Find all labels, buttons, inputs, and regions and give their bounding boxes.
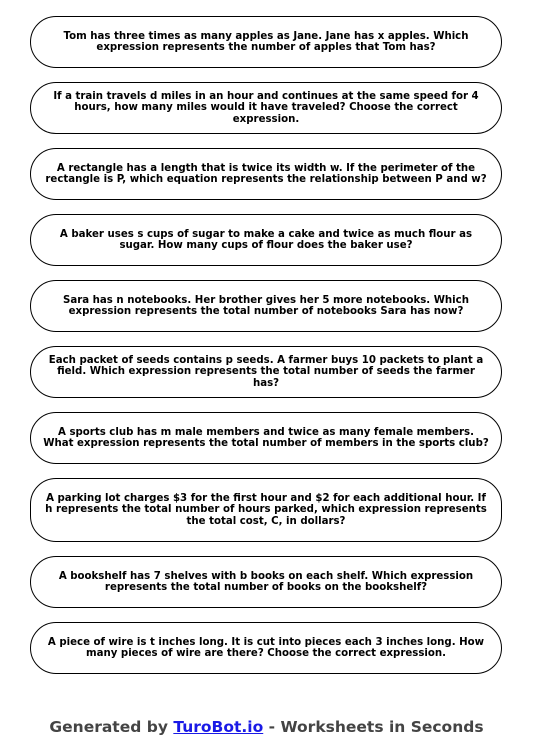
question-box-5 bbox=[30, 280, 502, 332]
question-text: A parking lot charges $3 for the first hour and $2 for each additional hour. If h represents the total number of hours parked, which expression represents the total cost, C, in dollars? bbox=[45, 492, 487, 527]
footer bbox=[0, 718, 533, 736]
question-box-6 bbox=[30, 346, 502, 398]
question-box-7 bbox=[30, 412, 502, 464]
question-text: A bookshelf has 7 shelves with b books on each shelf. Which expression represents the total number of books on the bookshelf? bbox=[58, 570, 474, 593]
question-box-3 bbox=[30, 148, 502, 200]
footer-prefix: Generated by bbox=[49, 718, 168, 736]
question-box-1 bbox=[30, 16, 502, 68]
question-text: A baker uses s cups of sugar to make a cake and twice as much flour as sugar. How many cups of flour does the baker use? bbox=[59, 228, 473, 251]
question-text: A sports club has m male members and twice as many female members. What expression represents the total number of members in the sports club? bbox=[43, 426, 489, 449]
question-box-8 bbox=[30, 478, 502, 542]
turobot-link[interactable]: TuroBot.io bbox=[173, 718, 264, 736]
question-box-9 bbox=[30, 556, 502, 608]
question-text: Tom has three times as many apples as Jane. Jane has x apples. Which expression represents the number of apples that Tom has? bbox=[63, 30, 469, 53]
question-text: If a train travels d miles in an hour and continues at the same speed for 4 hours, how many miles would it have traveled? Choose the correct expression. bbox=[53, 90, 479, 125]
question-text: A rectangle has a length that is twice its width w. If the perimeter of the rectangle is P, which equation represents the relationship between P and w? bbox=[45, 162, 487, 185]
question-list bbox=[30, 16, 503, 688]
question-text: Each packet of seeds contains p seeds. A farmer buys 10 packets to plant a field. Which expression represents the total number of seeds the farmer has? bbox=[48, 354, 484, 389]
question-box-4 bbox=[30, 214, 502, 266]
question-box-2 bbox=[30, 82, 502, 134]
question-box-10 bbox=[30, 622, 502, 674]
question-text: A piece of wire is t inches long. It is cut into pieces each 3 inches long. How many pieces of wire are there? Choose the correct expression. bbox=[47, 636, 485, 659]
question-text: Sara has n notebooks. Her brother gives her 5 more notebooks. Which expression represents the total number of notebooks Sara has now? bbox=[63, 294, 469, 317]
footer-suffix: - Worksheets in Seconds bbox=[268, 718, 484, 736]
